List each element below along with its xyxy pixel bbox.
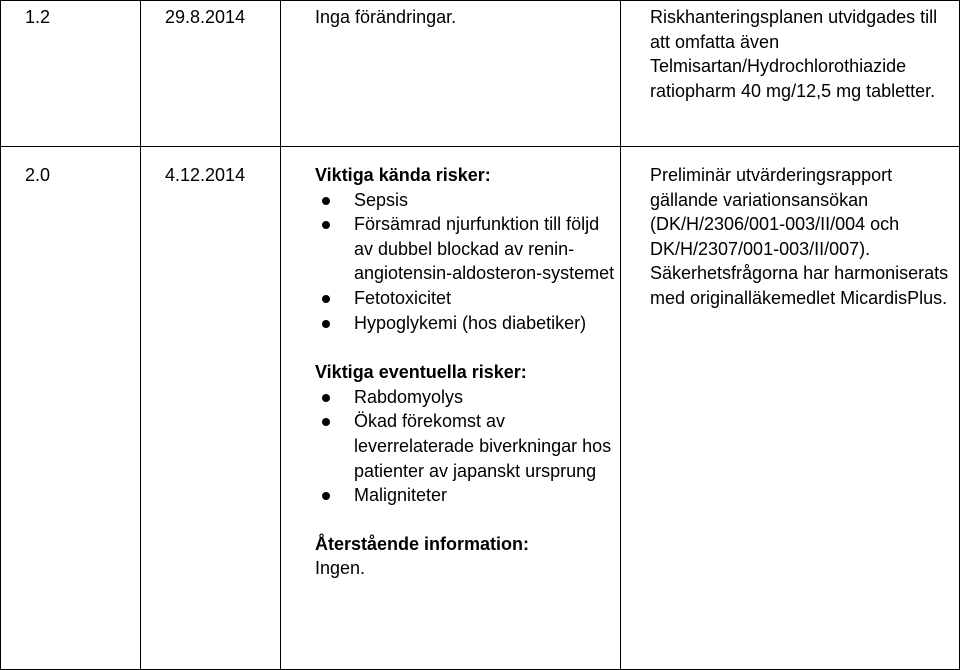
bullet-icon (322, 492, 330, 500)
bullet-icon (322, 418, 330, 426)
missing-information-text: Ingen. (315, 558, 366, 579)
version-cell: 2.0 (1, 147, 141, 670)
list-item (315, 311, 620, 336)
date-cell: 4.12.2014 (141, 147, 281, 670)
bullet-icon (322, 221, 330, 229)
bullet-icon (322, 394, 330, 402)
bullet-icon (322, 295, 330, 303)
date-cell: 29.8.2014 (141, 1, 281, 147)
list-item (315, 286, 620, 311)
bullet-icon (322, 320, 330, 328)
version-cell: 1.2 (1, 1, 141, 147)
comment-cell (621, 147, 960, 670)
list-item-text: Ökad förekomst av leverrelaterade biverkningar hos patienter av japanskt ursprung (354, 411, 612, 481)
list-item (315, 385, 620, 410)
important-potential-risks-heading: Viktiga eventuella risker: (315, 362, 527, 383)
list-item-text: Fetotoxicitet (354, 287, 452, 308)
list-item (315, 188, 620, 213)
table-row (1, 147, 960, 670)
table-row (1, 1, 960, 147)
list-item-text: Försämrad njurfunktion till följd av dubbel blockad av renin-angiotensin-aldosteron-systemet (354, 214, 615, 284)
list-item-text: Rabdomyolys (354, 386, 464, 407)
important-potential-risks-list (315, 385, 620, 508)
comment-cell (621, 1, 960, 147)
spacer (315, 335, 620, 360)
list-item-text: Hypoglykemi (hos diabetiker) (354, 312, 587, 333)
important-identified-risks-list (315, 188, 620, 336)
missing-information-heading: Återstående information: (315, 533, 530, 554)
spacer (315, 508, 620, 532)
safety-concerns-cell (281, 147, 621, 670)
list-item (315, 409, 620, 483)
list-item-text: Sepsis (354, 189, 409, 210)
list-item (315, 483, 620, 508)
safety-text: Inga förändringar. (315, 7, 457, 27)
comment-text: Preliminär utvärderingsrapport gällande variationsansökan (DK/H/2306/001-003/II/004 och DK/H/2307/001-003/II/007). Säkerhetsfrågorna har harmoniserats med originalläkemedlet MicardisPlus. (650, 165, 949, 308)
list-item-text: Maligniteter (354, 485, 448, 506)
safety-concerns-cell (281, 1, 621, 147)
important-identified-risks-heading: Viktiga kända risker: (315, 165, 491, 185)
comment-text: Riskhanteringsplanen utvidgades till att omfatta även Telmisartan/Hydrochlorothiazide ratiopharm 40 mg/12,5 mg tabletter. (650, 7, 938, 101)
list-item (315, 212, 620, 286)
bullet-icon (322, 197, 330, 205)
